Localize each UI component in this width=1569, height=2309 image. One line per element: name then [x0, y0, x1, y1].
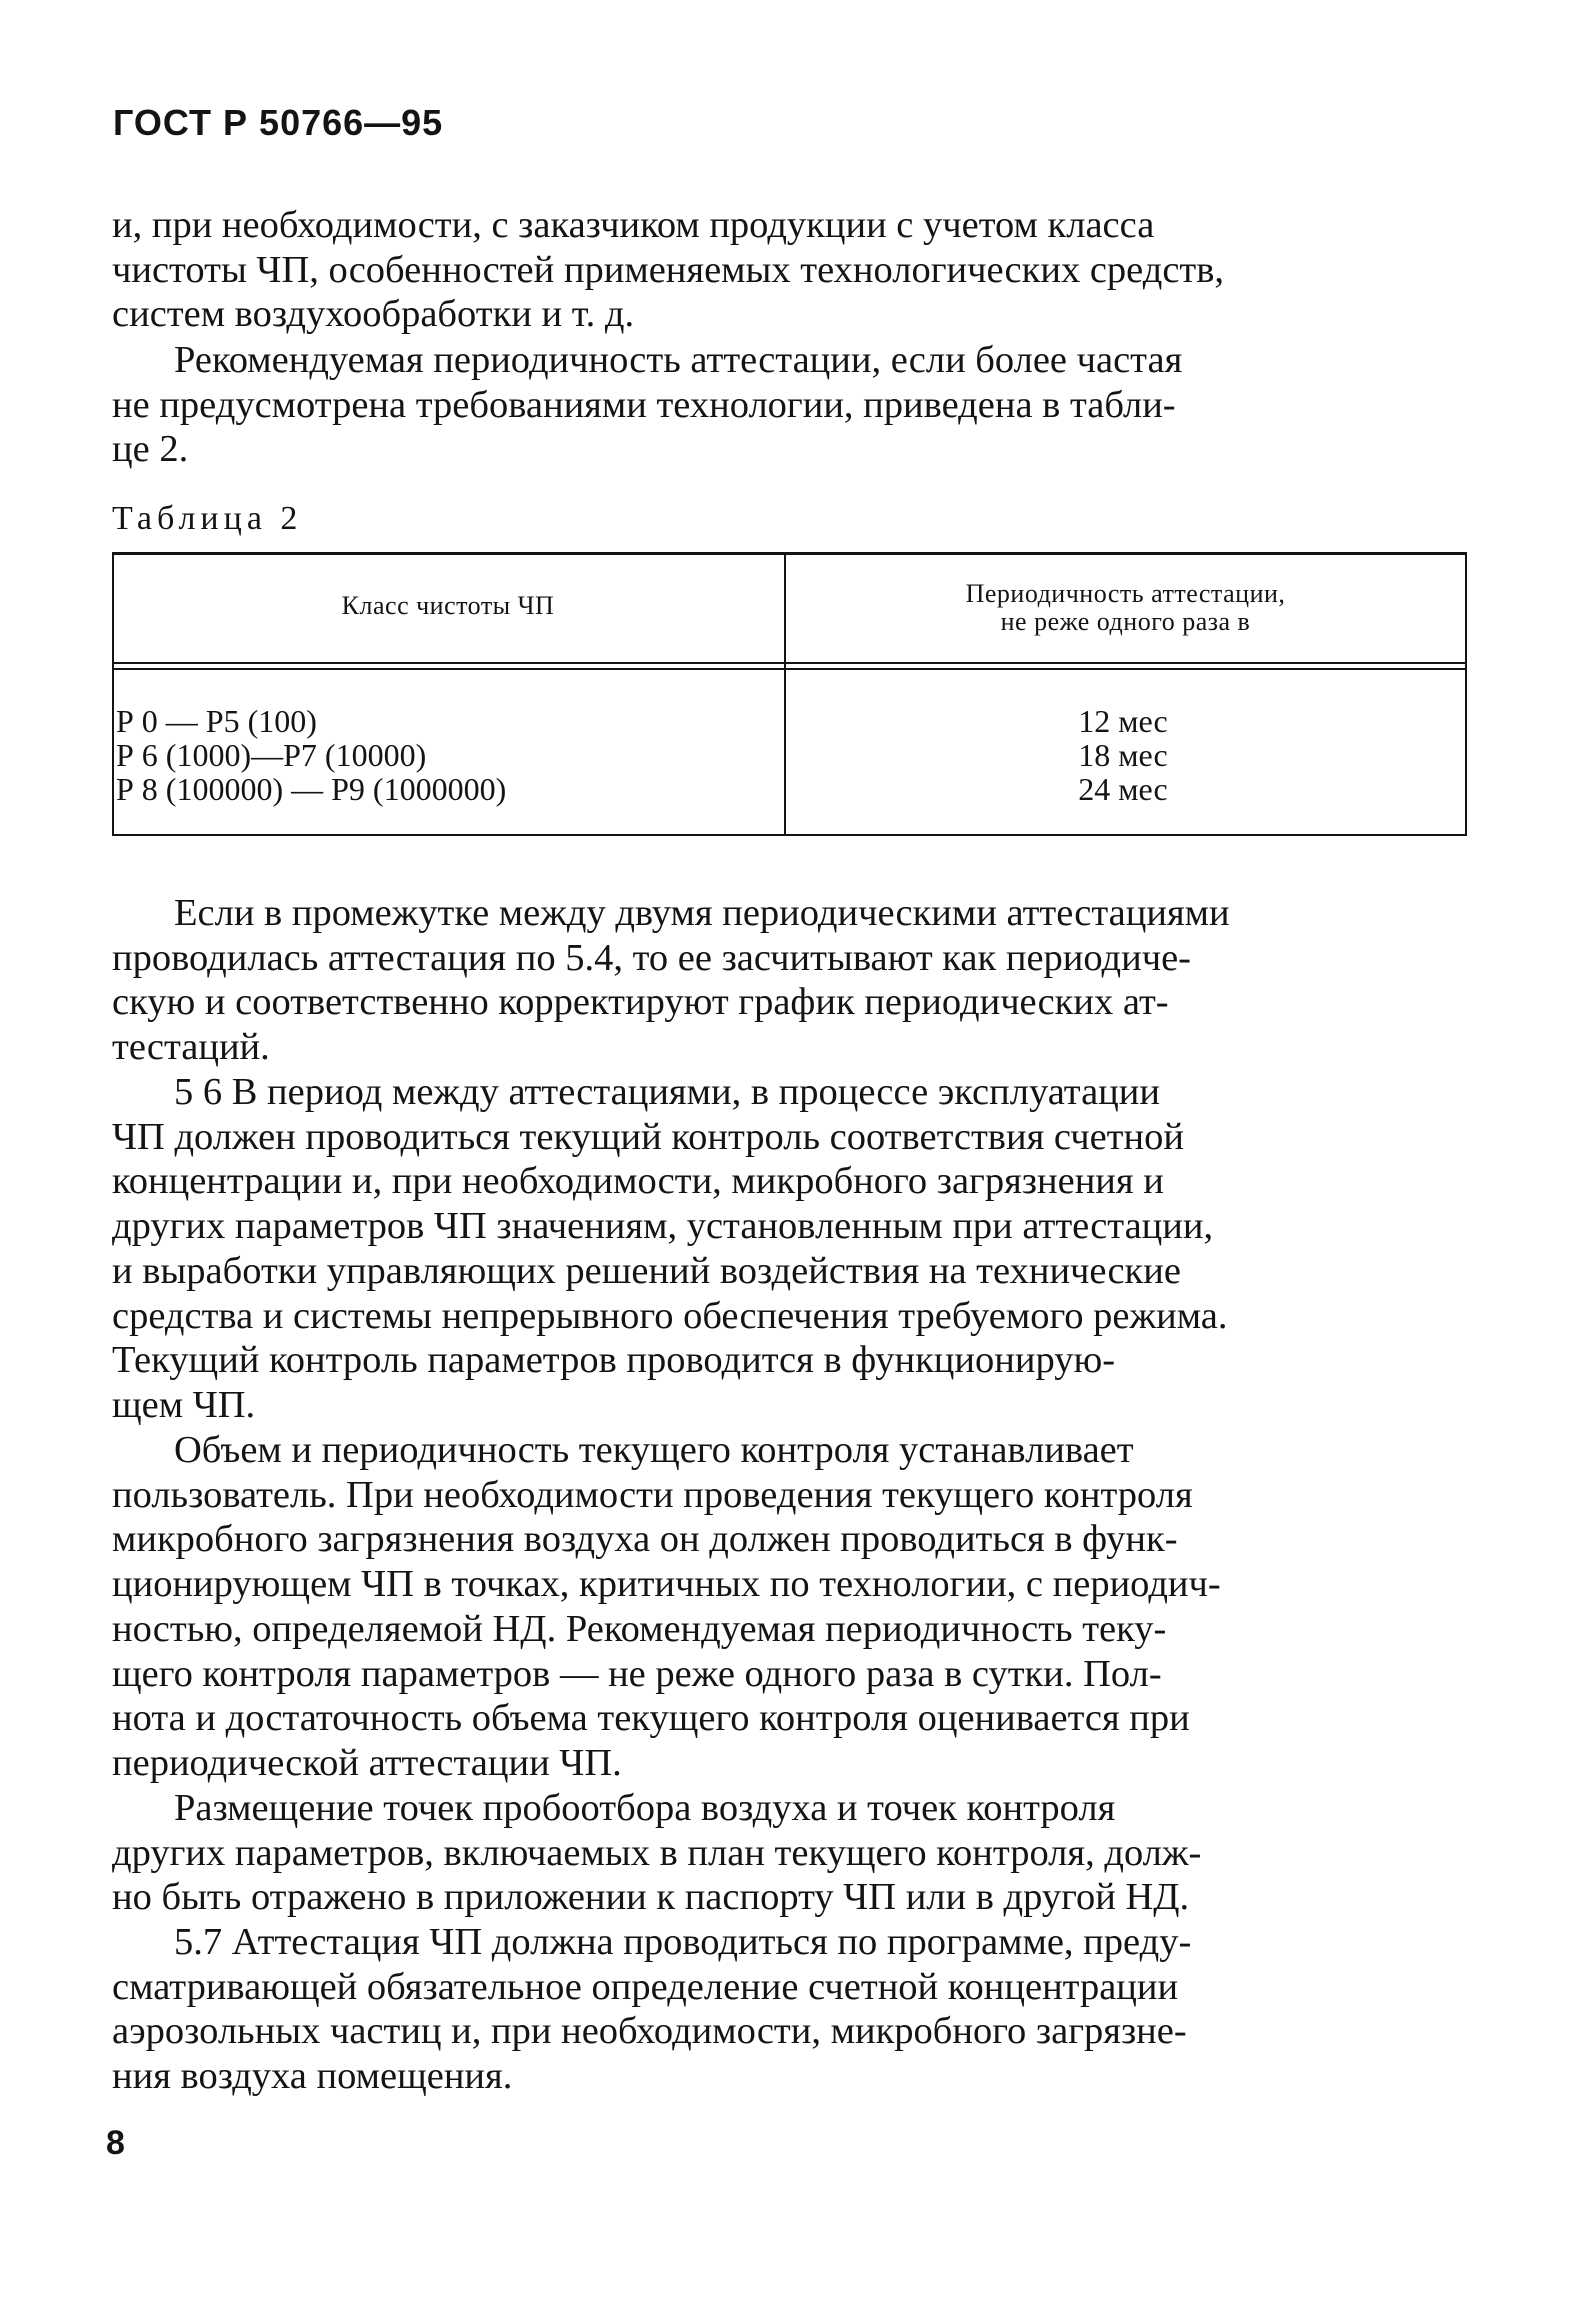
table-bottom-border	[112, 834, 1467, 836]
table-row-class: Р 0 — Р5 (100)	[116, 703, 317, 739]
paragraph-5-6: 5 6 В период между аттестациями, в процессе эксплуатации ЧП должен проводиться текущий контроль соответствия счетной концентрации и, при необходимости, микробного загрязнения и других параметров ЧП значениям, установленным при аттестации, и выработки управляющих решений воздействия на технические средства и системы непрерывного обеспечения требуемого режима. Текущий контроль параметров проводится в функционирую- щем ЧП.	[112, 1071, 1228, 1426]
table-header-divider	[112, 662, 1467, 664]
column-header-periodicity-line2: не реже одного раза в	[1000, 607, 1251, 636]
paragraph-continuation: и, при необходимости, с заказчиком продукции с учетом класса чистоты ЧП, особенностей применяемых технологических средств, систем воздухообработки и т. д.	[112, 204, 1225, 336]
paragraph-recommended-periodicity: Рекомендуемая периодичность аттестации, если более частая не предусмотрена требованиями технологии, приведена в табли- це 2.	[112, 339, 1183, 471]
paragraph-monitoring-scope: Объем и периодичность текущего контроля устанавливает пользователь. При необходимости проведения текущего контроля микробного загрязнения воздуха он должен проводиться в функ- ционирующем ЧП в точках, критичных по технологии, с периодич- ностью, определяемой НД. Рекомендуемая периодичность теку- щего контроля параметров — не реже одного раза в сутки. Пол- нота и достаточность объема текущего контроля оценивается при периодической аттестации ЧП.	[112, 1429, 1221, 1784]
paragraph-5-7: 5.7 Аттестация ЧП должна проводиться по программе, преду- сматривающей обязательное определение счетной концентрации аэрозольных частиц и, при необходимости, микробного загрязне- ния воздуха помещения.	[112, 1921, 1192, 2098]
table-header-divider-double	[112, 668, 1467, 670]
table-2	[112, 552, 1467, 836]
table-row-class: Р 6 (1000)—Р7 (10000)	[116, 737, 427, 773]
paragraph-sampling-points: Размещение точек пробоотбора воздуха и точек контроля других параметров, включаемых в план текущего контроля, долж- но быть отражено в приложении к паспорту ЧП или в другой НД.	[112, 1787, 1202, 1919]
table-row-period: 12 мес	[1078, 703, 1168, 739]
table-top-border	[112, 552, 1467, 555]
document-header: ГОСТ Р 50766—95	[113, 102, 444, 143]
table-row-period: 18 мес	[1078, 737, 1168, 773]
table-right-border	[1465, 552, 1467, 836]
page-number: 8	[106, 2124, 125, 2162]
table-row-class: Р 8 (100000) — Р9 (1000000)	[116, 771, 507, 807]
column-header-class: Класс чистоты ЧП	[341, 591, 555, 620]
table-row-period: 24 мес	[1078, 771, 1168, 807]
column-header-periodicity-line1: Периодичность аттестации,	[965, 579, 1286, 608]
table-caption: Таблица 2	[112, 500, 303, 537]
paragraph-interim-attestation: Если в промежутке между двумя периодическими аттестациями проводилась аттестация по 5.4, то ее засчитывают как периодиче- скую и соответственно корректируют график периодических ат- тестаций.	[112, 892, 1230, 1069]
